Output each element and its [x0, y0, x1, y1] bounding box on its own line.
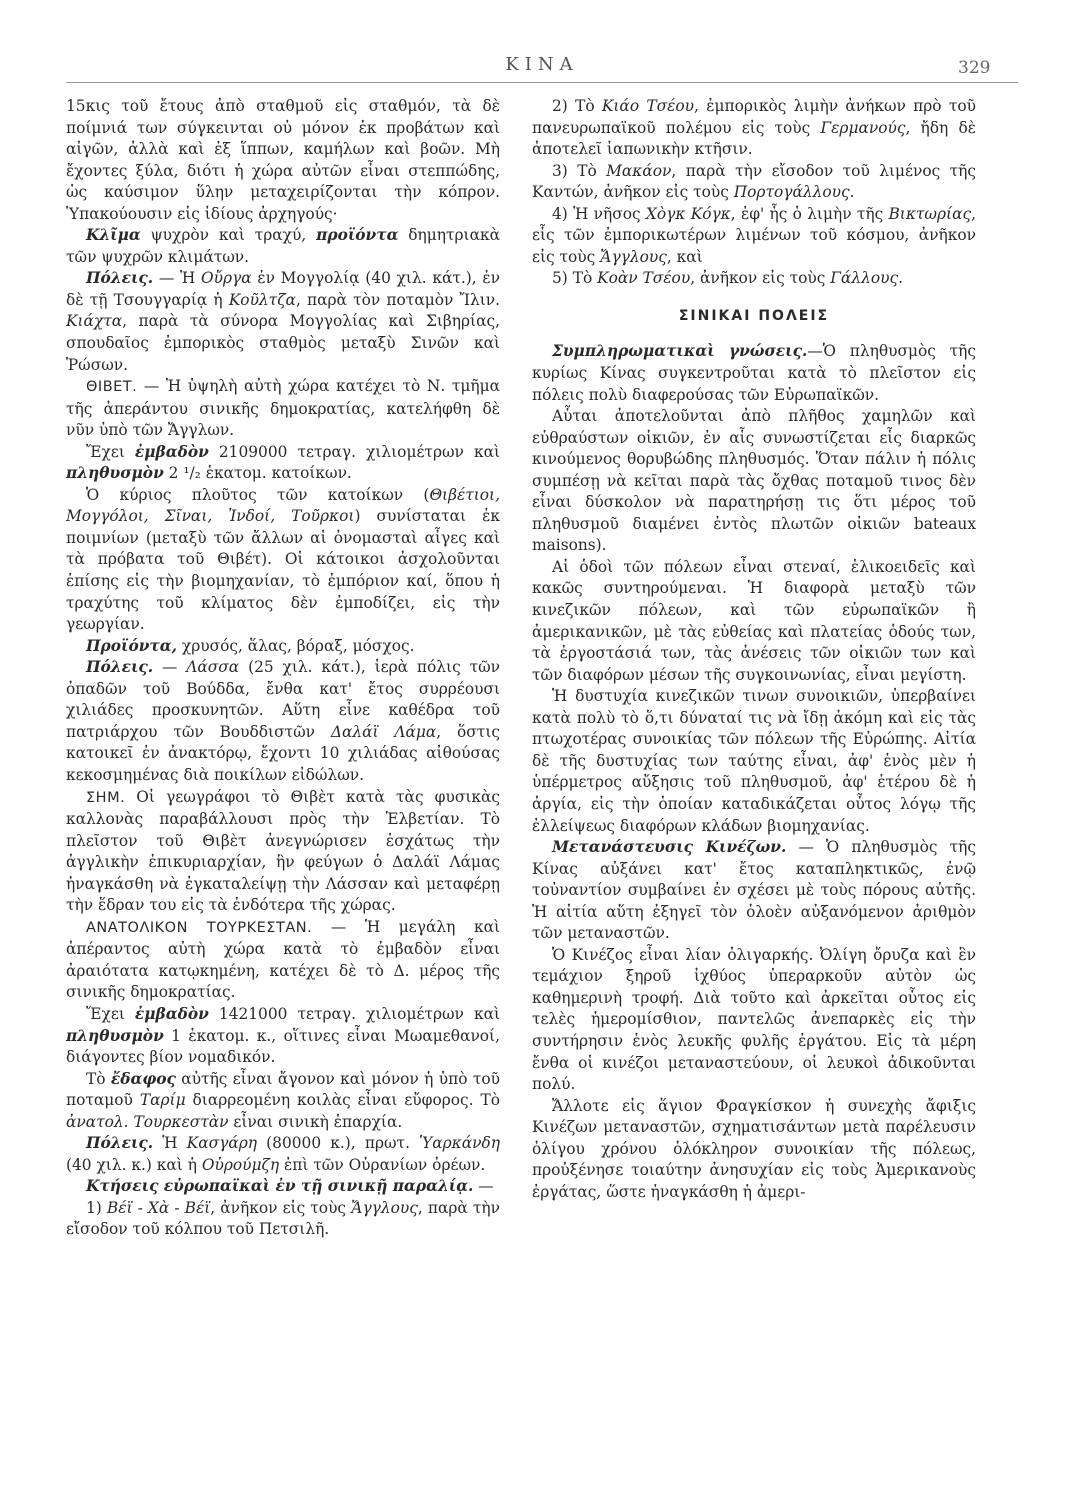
- paragraph-emigration: Μετανάστευσις Κινέζων. — Ὁ πληθυσμὸς τῆς Κίνας αὐξάνει κατ' ἔτος καταπληκτικῶς, ἐνῷ τοὐναντίον συμβαίνει ἐν σχέσει μὲ τοὺς πόρους αὐτῆς. Ἡ αἰτία αὕτη ἐξηγεῖ τὸν ὁλοὲν αὐξανόμενον ἀριθμὸν τῶν μεταναστῶν.: [532, 838, 976, 943]
- right-column: [532, 96, 976, 1203]
- possession-item-3: 3) Τὸ Μακάον, παρὰ τὴν εἴσοδον τοῦ λιμένος τῆς Καντών, ἀνῆκον εἰς τοὺς Πορτογάλλους.: [532, 161, 976, 202]
- page-number: 329: [958, 58, 991, 78]
- paragraph-houses: Αὗται ἀποτελοῦνται ἀπὸ πλῆθος χαμηλῶν καὶ εὐθραύστων οἰκιῶν, ἐν αἷς συνωστίζεται εἷς διαρκῶς κινούμενος θορυβώδης πληθυσμός. Ὅταν πάλιν ἡ πόλις συμπέσῃ νὰ κεῖται παρὰ τὰς ὄχθας ποταμοῦ τινος δὲν εἶναι δύσκολον νὰ παρατηρήσῃ τις ὅτι μέρος τοῦ πληθυσμοῦ διαμένει ἐντὸς πλωτῶν οἰκιῶν bateaux maisons).: [532, 407, 976, 555]
- paragraph-cities-tibet: Πόλεις. — Λάσσα (25 χιλ. κάτ.), ἱερὰ πόλις τῶν ὀπαδῶν τοῦ Βούδδα, ἔνθα κατ' ἔτος συρρέουσι χιλιάδες προσκυνητῶν. Αὕτη εἶνε καθέδρα τοῦ πατριάρχου τῶν Βουδδιστῶν Δαλάϊ Λάμα, ὅστις κατοικεῖ ἐν ἀνακτόρῳ, ἔχοντι 10 χιλιάδας αἰθούσας κεκοσμημένας διὰ ποικίλων εἰδώλων.: [66, 658, 500, 784]
- possession-item-5: 5) Τὸ Κοὰν Τσέου, ἀνῆκον εἰς τοὺς Γάλλους.: [552, 269, 903, 288]
- paragraph-possessions-heading: Κτήσεις εὐρωπαϊκαὶ ἐν τῇ σινικῇ παραλίᾳ. —: [86, 1177, 494, 1196]
- paragraph-climate: Κλῖμα ψυχρὸν καὶ τραχύ, προϊόντα δημητριακὰ τῶν ψυχρῶν κλιμάτων.: [66, 226, 500, 266]
- paragraph-tibet-products: Προϊόντα, χρυσός, ἅλας, βόραξ, μόσχος.: [86, 636, 415, 655]
- paragraph-note: ΣΗΜ. Οἱ γεωγράφοι τὸ Θιβὲτ κατὰ τὰς φυσικὰς καλλονὰς παραβάλλουσι πρὸς τὴν Ἑλβετίαν. Τὸ πλεῖστον τοῦ Θιβὲτ ἀνεγνώρισεν ἐσχάτως τὴν ἀγγλικὴν ἐπικυριαρχίαν, ἣν φεύγων ὁ Δαλάϊ Λάμας ἠναγκάσθη νὰ ἐγκαταλείψῃ τὴν Λάσσαν καὶ μεταφέρῃ τὴν ἕδραν του εἰς τὰ ἐνδότερα τῆς χώρας.: [66, 787, 500, 915]
- paragraph-cities-turkestan: Πόλεις. Ἡ Κασγάρη (80000 κ.), πρωτ. Ὑαρκάνδη (40 χιλ. κ.) καὶ ἡ Οὐρούμζη ἐπὶ τῶν Οὐρανίων ὀρέων.: [66, 1134, 500, 1174]
- paragraph-turkestan-soil: Τὸ ἔδαφος αὐτῆς εἶναι ἄγονον καὶ μόνον ἡ ὑπὸ τοῦ ποταμοῦ Ταρίμ διαρρεομένη κοιλὰς εἶναι εὔφορος. Τὸ ἀνατολ. Τουρκεστὰν εἶναι σινικὴ ἐπαρχία.: [66, 1069, 500, 1131]
- paragraph-tibet-wealth: Ὁ κύριος πλοῦτος τῶν κατοίκων (Θιβέτιοι, Μογγόλοι, Σῖναι, Ἰνδοί, Τοῦρκοι) συνίσταται ἐκ ποιμνίων (μεταξὺ τῶν ἄλλων αἱ ὀνομασταὶ αἶγες καὶ τὰ πρόβατα τοῦ Θιβέτ). Οἱ κάτοικοι ἀσχολοῦνται ἐπίσης εἰς τὴν βιομηχανίαν, τὸ ἐμπόριον καί, ὅπου ἡ τραχύτης τοῦ κλίματος δὲν ἐμποδίζει, εἰς τὴν γεωργίαν.: [66, 485, 500, 634]
- left-column: [66, 96, 500, 1241]
- paragraph-san-francisco: Ἄλλοτε εἰς ἅγιον Φραγκίσκον ἡ συνεχὴς ἄφιξις Κινέζων μεταναστῶν, σχηματισάντων μετὰ παρέλευσιν ὀλίγου χρόνου ὁλόκληρον συνοικίαν τῆς πόλεως, προὐξένησε τοιαύτην ἀνησυχίαν εἰς τοὺς Ἀμερικανοὺς ἐργάτας, ὥστε ἠναγκάσθη ἡ ἀμερι-: [532, 1096, 976, 1201]
- possession-item-2: 2) Τὸ Κιάο Τσέου, ἐμπορικὸς λιμὴν ἀνήκων πρὸ τοῦ πανευρωπαϊκοῦ πολέμου εἰς τοὺς Γερμανούς, ἤδη δὲ ἀποτελεῖ ἰαπωνικὴν κτῆσιν.: [532, 97, 976, 159]
- paragraph-misery: Ἡ δυστυχία κινεζικῶν τινων συνοικιῶν, ὑπερβαίνει κατὰ πολὺ τὸ ὅ,τι δύναταί τις νὰ ἴδῃ ἀκόμη καὶ εἰς τὰς πτωχοτέρας συνοικίας τῶν πόλεων τῆς Εὐρώπης. Αἰτία δὲ τῆς δυστυχίας των ταύτης εἶναι, ἀφ' ἑνὸς μὲν ἡ ὑπέρμετρος αὔξησις τοῦ πληθυσμοῦ, ἀφ' ἑτέρου δὲ ἡ ἀργία, εἰς τὴν ὁποίαν καταδικάζεται οὗτος λόγῳ τῆς ἐλλείψεως διαφόρων κλάδων βιομηχανίας.: [532, 687, 976, 835]
- paragraph-tibet: ΘΙΒΕΤ. — Ἡ ὑψηλὴ αὐτὴ χώρα κατέχει τὸ Ν. τμῆμα τῆς ἀπεράντου σινικῆς δημοκρατίας, κατελήφθη δὲ νῦν ὑπὸ τῶν Ἄγγλων.: [66, 377, 500, 440]
- paragraph-supplementary: Συμπληρωματικαὶ γνώσεις.—Ὁ πληθυσμὸς τῆς κυρίως Κίνας συγκεντροῦται κατὰ τὸ πλεῖστον εἰς πόλεις πολὺ διαφερούσας τῶν Εὐρωπαϊκῶν.: [532, 342, 976, 404]
- running-title: ΚΙΝΑ: [505, 54, 579, 75]
- paragraph-frugality: Ὁ Κινέζος εἶναι λίαν ὀλιγαρκής. Ὀλίγη ὄρυζα καὶ ἓν τεμάχιον ξηροῦ ἰχθύος ὑπεραρκοῦν αὐτὸν ὡς καθημερινὴ τροφή. Διὰ τοῦτο καὶ ἀρκεῖται οὗτος εἰς τελὲς ἡμερομίσθιον, παντελῶς ἀνεπαρκὲς εἰς τὴν συντήρησιν ἑνὸς λευκῆς φυλῆς ἐργάτου. Εἰς τὰ μέρη ἔνθα οἱ κινέζοι μεταναστεύουν, οἱ λευκοὶ ἀδικοῦνται πολύ.: [532, 945, 976, 1094]
- paragraph-nomads: 15κις τοῦ ἔτους ἀπὸ σταθμοῦ εἰς σταθμόν, τὰ δὲ ποίμνιά των σύγκεινται οὐ μόνον ἐκ προβάτων καὶ αἰγῶν, ἀλλὰ καὶ ἐξ ἵππων, καμήλων καὶ βοῶν. Μὴ ἔχοντες ξύλα, διότι ἡ χώρα αὐτῶν εἶναι στεππώδης, ὡς καύσιμον ὕλην μεταχειρίζονται τὴν κόπρον. Ὑπακούουσιν εἰς ἰδίους ἀρχηγούς·: [66, 97, 500, 223]
- possession-item-1: 1) Βέϊ - Χὰ - Βέϊ, ἀνῆκον εἰς τοὺς Ἄγγλους, παρὰ τὴν εἴσοδον τοῦ κόλπου τοῦ Πετσιλῆ.: [66, 1198, 500, 1239]
- paragraph-tibet-area: Ἔχει ἐμβαδὸν 2109000 τετραγ. χιλιομέτρων καὶ πληθυσμὸν 2 ¹/₂ ἑκατομ. κατοίκων.: [66, 442, 500, 483]
- paragraph-streets: Αἱ ὁδοὶ τῶν πόλεων εἶναι στεναί, ἑλικοειδεῖς καὶ κακῶς συντηρούμεναι. Ἡ διαφορὰ μεταξὺ τῶν κινεζικῶν πόλεων, καὶ τῶν εὐρωπαϊκῶν ἢ ἀμερικανικῶν, μὲ τὰς εὐθείας καὶ πλατείας ὁδούς των, τὰ ἐργοστάσιά των, τὰς ἀνέσεις τῶν οἰκιῶν των καὶ τῶν διαφόρων μέσων τῆς συγκοινωνίας, εἶναι μεγίστη.: [532, 557, 976, 684]
- possession-item-4: 4) Ἡ νῆσος Χὸγκ Κόγκ, ἐφ' ἧς ὁ λιμὴν τῆς Βικτωρίας, εἷς τῶν ἐμπορικωτέρων λιμένων τοῦ κόσμου, ἀνῆκον εἰς τοὺς Ἄγγλους, καὶ: [532, 204, 976, 266]
- paragraph-turkestan-area: Ἔχει ἐμβαδὸν 1421000 τετραγ. χιλιομέτρων καὶ πληθυσμὸν 1 ἑκατομ. κ., οἵτινες εἶναι Μωαμεθανοί, διάγοντες βίον νομαδικόν.: [66, 1004, 500, 1067]
- paragraph-turkestan: ΑΝΑΤΟΛΙΚΟΝ ΤΟΥΡΚΕΣΤΑΝ. — Ἡ μεγάλη καὶ ἀπέραντος αὐτὴ χώρα κατὰ τὸ ἐμβαδὸν εἶναι ἀραιότατα κατῳκημένη, κατέχει δὲ τὸ Δ. μέρος τῆς σινικῆς δημοκρατίας.: [66, 917, 501, 1002]
- section-title: ΣΙΝΙΚΑΙ ΠΟΛΕΙΣ: [678, 307, 830, 324]
- header-rule: [66, 82, 1018, 83]
- paragraph-cities-mongolia: Πόλεις. — Ἡ Οὔργα ἐν Μογγολίᾳ (40 χιλ. κάτ.), ἐν δὲ τῇ Τσουγγαρίᾳ ἡ Κοῦλτζα, παρὰ τὸν ποταμὸν Ἴλιν. Κιάχτα, παρὰ τὰ σύνορα Μογγολίας καὶ Σιβηρίας, σπουδαῖος ἐμπορικὸς σταθμὸς μεταξὺ Σινῶν καὶ Ῥώσων.: [66, 269, 500, 374]
